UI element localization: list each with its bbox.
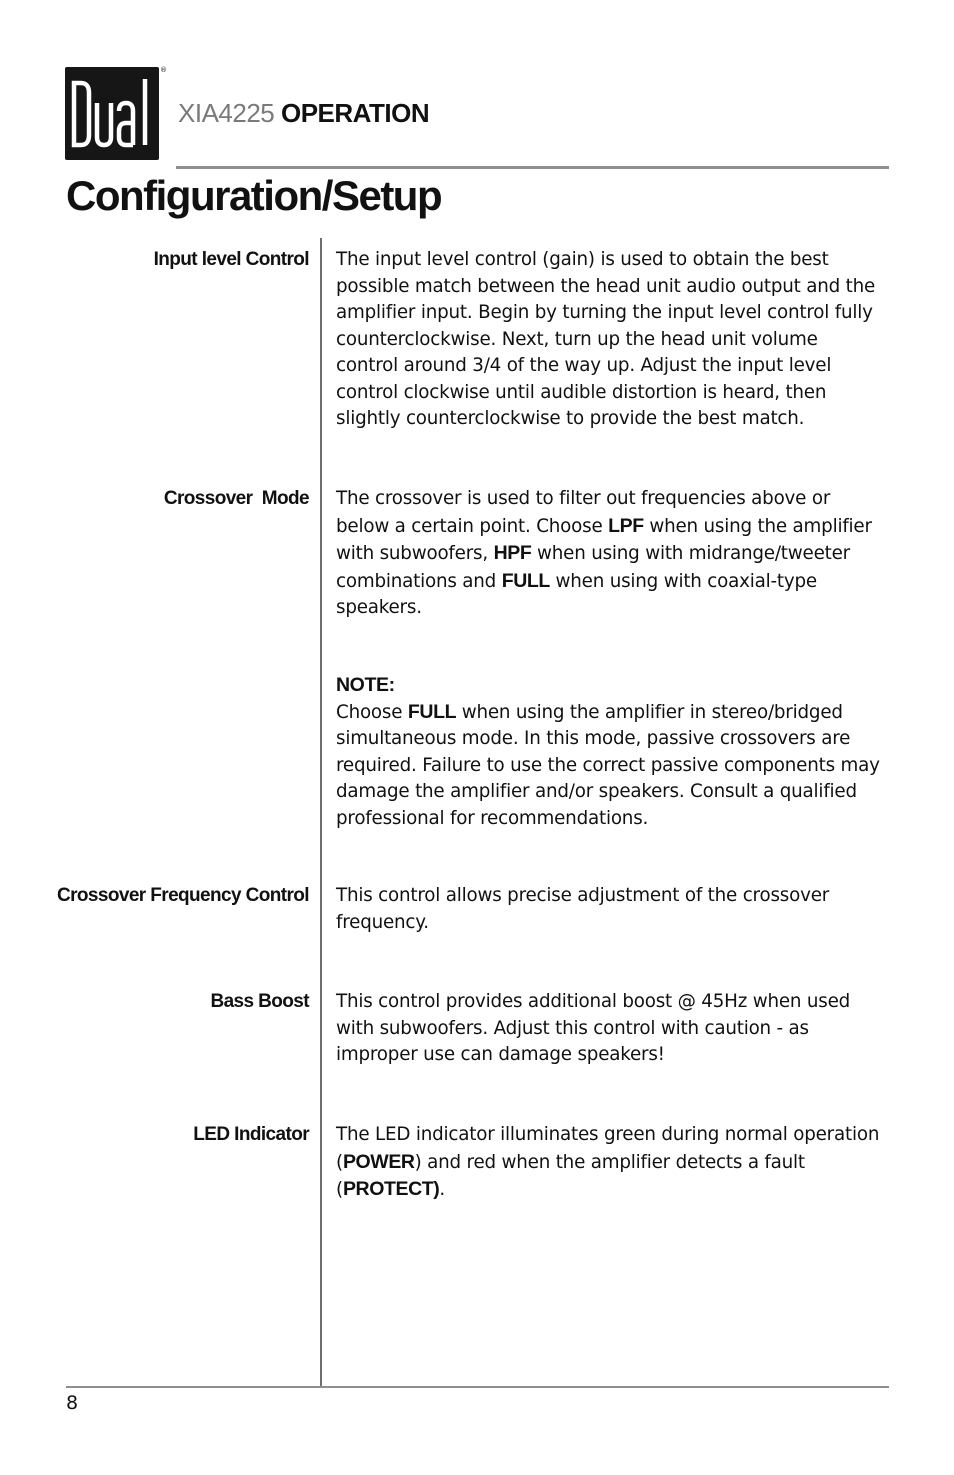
full-term: FULL [501, 569, 550, 592]
footer-divider [66, 1386, 889, 1388]
full-term-note: FULL [407, 700, 457, 723]
text-crossover-frequency-control: This control allows precise adjustment of the crossover frequency. [336, 885, 830, 933]
label-input-level-control: Input level Control [153, 249, 309, 270]
label-bass-boost: Bass Boost [210, 991, 309, 1012]
header-divider [176, 166, 889, 169]
section-name: OPERATION [280, 98, 430, 128]
lpf-term: LPF [608, 514, 644, 537]
dual-logo [65, 67, 159, 160]
power-term: POWER [342, 1150, 415, 1173]
label-crossover-mode: Crossover Mode [163, 488, 309, 509]
page-number: 8 [66, 1392, 79, 1414]
note-block: NOTE: Choose FULL when using the amplifier in stereo/bridged simultaneous mode. In this mode, passive crossovers are required. Failure to use the correct passive components may damage the amplifier and/or speakers. Consult a qualified professional for recommendations. [336, 674, 880, 829]
header-title [178, 98, 429, 129]
text-input-level-control: The input level control (gain) is used to obtain the best possible match between the head unit audio output and the amplifier input. Begin by turning the input level control fully counterclockwise. Next, turn up the head unit volume control around 3/4 of the way up. Adjust the input level control clockwise until audible distortion is heard, then slightly counterclockwise to provide the best match. [336, 249, 876, 429]
column-divider [320, 238, 322, 1388]
protect-term: PROTECT) [342, 1178, 440, 1200]
model-name: XIA4225 [178, 98, 275, 128]
text-bass-boost: This control provides additional boost @ 45Hz when used with subwoofers. Adjust this control with caution - as improper use can damage speakers! [336, 991, 851, 1065]
hpf-term: HPF [493, 542, 532, 564]
dual-logo-glyphs [65, 67, 159, 160]
text-led-indicator: The LED indicator illuminates green during normal operation (POWER) and red when the amplifier detects a fault (PROTECT). [336, 1124, 880, 1200]
registered-mark: ® [160, 66, 167, 74]
page-title: Configuration/Setup [66, 172, 442, 219]
label-crossover-frequency-control: Crossover Frequency Control [57, 885, 309, 906]
text-crossover-mode: The crossover is used to filter out frequencies above or below a certain point. Choose LPF when using the amplifier with subwoofers, HPF when using with midrange/tweeter combinations and FULL when using with coaxial-type speakers. [336, 488, 872, 618]
label-led-indicator: LED Indicator [193, 1124, 309, 1145]
note-title: NOTE: [336, 674, 395, 696]
